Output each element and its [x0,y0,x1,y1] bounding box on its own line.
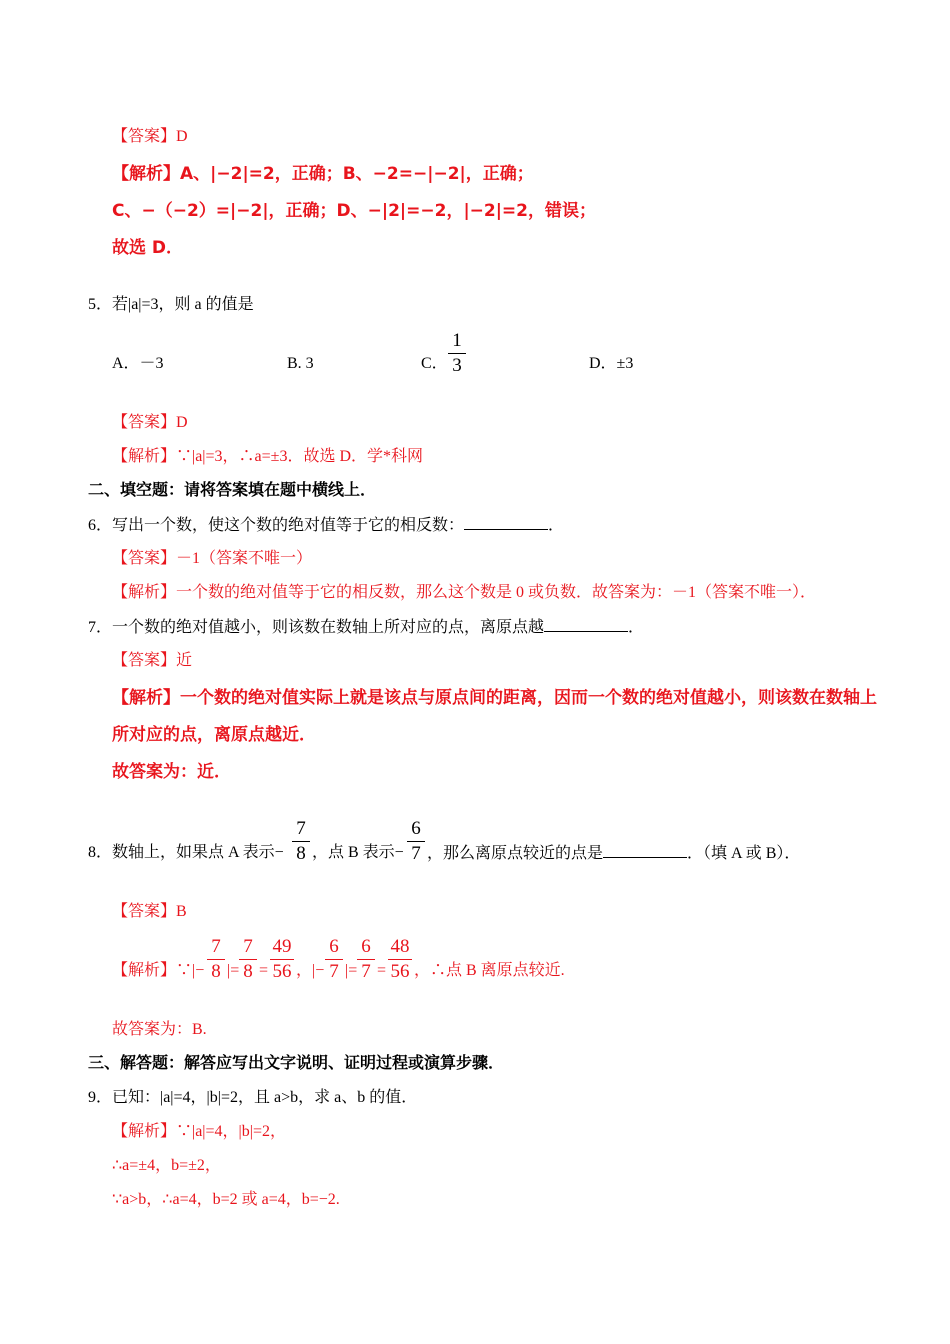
q6-answer: 【答案】－1（答案不唯一） [112,550,313,567]
fraction-denominator: 7 [411,843,421,864]
fraction-numerator: 6 [411,818,421,839]
fraction-bar [407,841,425,842]
q8-analysis-eq1: = [259,962,269,979]
q6-stem-end: ． [548,517,565,534]
fraction-denominator: 3 [452,355,462,376]
q8-stem-part2: ，点 B 表示− [312,844,404,861]
fraction-bar [239,959,257,960]
q8-fraction-b [405,818,427,865]
q5-option-d: D．±3 [589,355,634,372]
q8-analysis-frac2 [237,936,259,983]
q7-analysis-line3: 故答案为：近． [112,762,231,782]
section-3-heading: 三、解答题：解答应写出文字说明、证明过程或演算步骤． [88,1055,505,1072]
q9-stem: 9．已知：|a|=4，|b|=2，且 a>b，求 a、b 的值． [88,1089,418,1106]
q8-stem-text: ，那么离原点较近的点是 [427,845,604,862]
q5-option-a: A．－3 [112,355,164,372]
fraction-denominator: 8 [211,961,221,982]
q8-analysis-end: ，∴点 B 离原点较近. [414,962,565,979]
fraction-denominator: 8 [243,961,253,982]
q4-analysis-line2: C、−（−2）=|−2|，正确；D、−|2|=−2，|−2|=2，错误； [112,201,597,221]
fraction-numerator: 7 [296,818,306,839]
fraction-denominator: 7 [361,961,371,982]
q8-analysis-frac3 [268,936,296,983]
q8-stem-end: ．（填 A 或 B）． [687,845,801,862]
q8-analysis-frac4 [323,936,345,983]
fraction-bar [292,841,310,842]
fraction-numerator: 1 [452,330,462,351]
fraction-numerator: 49 [272,936,292,957]
q8-analysis-frac6 [386,936,414,983]
q8-answer-blank [603,843,687,858]
q8-analysis-frac5 [355,936,377,983]
q7-stem-end: ． [628,619,645,636]
fraction-numerator: 6 [361,936,371,957]
fraction-numerator: 48 [390,936,410,957]
q8-analysis-eq2: = [377,962,387,979]
q6-stem [88,515,564,536]
q6-stem-text: 6．写出一个数，使这个数的绝对值等于它的相反数： [88,517,465,534]
fraction-denominator: 56 [272,961,292,982]
fraction-numerator: 6 [329,936,339,957]
q6-answer-blank [464,515,548,530]
q8-conclusion: 故答案为：B. [112,1021,207,1038]
fraction-bar [388,959,412,960]
q5-answer: 【答案】D [112,414,188,431]
q9-analysis-line3: ∵a>b，∴a=4，b=2 或 a=4，b=−2. [112,1191,340,1208]
q5-option-c: C． [421,355,448,372]
q5-option-b: B. 3 [287,355,314,372]
q9-analysis-line2: ∴a=±4，b=±2， [112,1157,221,1174]
fraction-bar [325,959,343,960]
q9-analysis-line1: 【解析】∵|a|=4，|b|=2， [112,1123,286,1140]
fraction-numerator: 7 [211,936,221,957]
fraction-denominator: 8 [296,843,306,864]
fraction-bar [270,959,294,960]
q8-stem-part3 [427,843,800,864]
q8-fraction-a [290,818,312,865]
q7-analysis-line2: 所对应的点，离原点越近． [112,725,316,745]
q5-stem: 5．若|a|=3，则 a 的值是 [88,296,254,313]
q6-analysis: 【解析】一个数的绝对值等于它的相反数，那么这个数是 0 或负数．故答案为：－1（答案不唯一）． [112,584,817,601]
fraction-denominator: 56 [390,961,410,982]
q8-answer: 【答案】B [112,903,187,920]
fraction-denominator: 7 [329,961,339,982]
q4-analysis-line1: 【解析】A、|−2|=2，正确；B、−2=−|−2|，正确； [112,164,534,184]
fraction-bar [448,353,466,354]
q8-analysis-mid3: |= [345,962,358,979]
fraction-numerator: 7 [243,936,253,957]
q7-answer: 【答案】近 [112,652,193,669]
q7-analysis-line1: 【解析】一个数的绝对值实际上就是该点与原点间的距离，因而一个数的绝对值越小，则该数在数轴上 [112,688,877,708]
q8-stem-part1: 8．数轴上，如果点 A 表示− [88,844,284,861]
q7-stem-text: 7．一个数的绝对值越小，则该数在数轴上所对应的点，离原点越 [88,619,545,636]
q4-answer: 【答案】D [112,128,188,145]
q5-analysis: 【解析】∵|a|=3，∴a=±3．故选 D．学*科网 [112,448,423,465]
q4-analysis-line3: 故选 D． [112,238,184,258]
q8-analysis-prefix: 【解析】∵|− [112,962,205,979]
q5-option-c-fraction [446,330,468,377]
q8-analysis-mid2: ，|− [296,962,325,979]
q8-analysis-frac1 [205,936,227,983]
section-2-heading: 二、填空题：请将答案填在题中横线上． [88,482,377,499]
q7-answer-blank [544,617,628,632]
fraction-bar [207,959,225,960]
fraction-bar [357,959,375,960]
q7-stem [88,617,644,638]
q8-analysis-mid1: |= [227,962,240,979]
